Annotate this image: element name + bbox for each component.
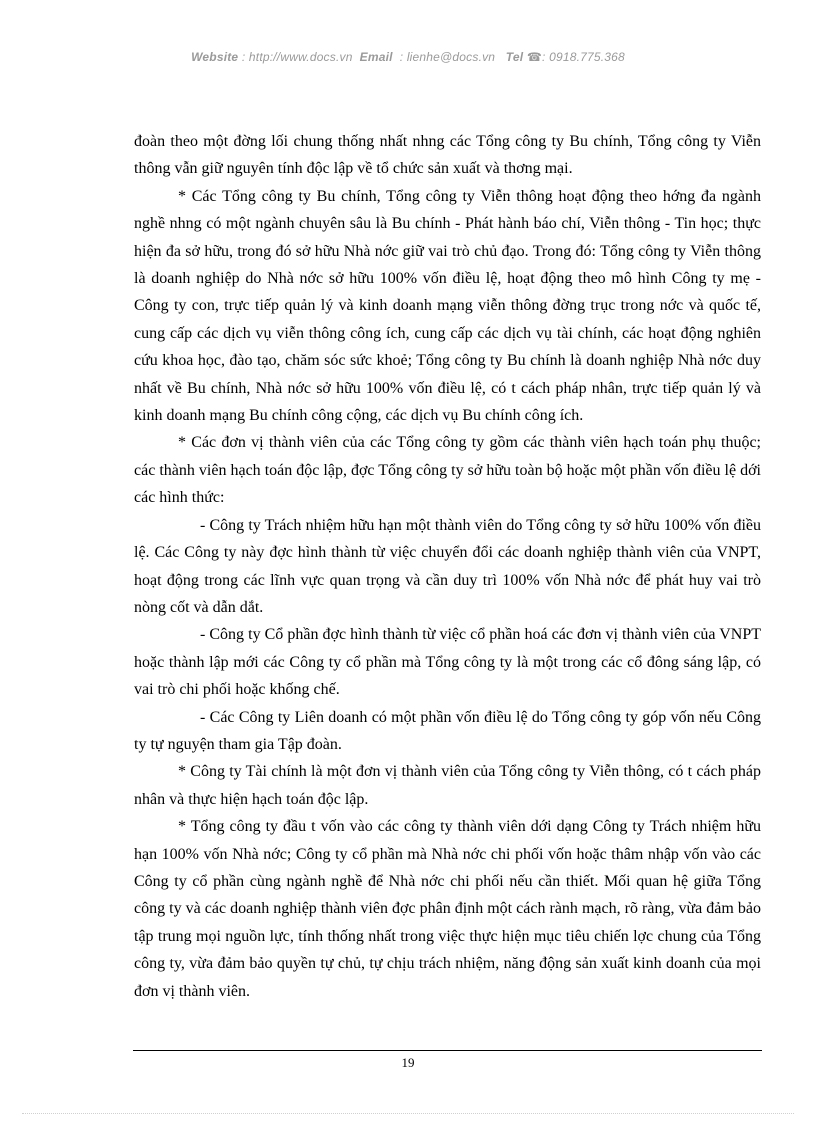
paragraph: * Các Tổng công ty Bu chính, Tổng công ty Viễn thông hoạt động theo hớng đa ngành nghề nhng có một ngành chuyên sâu là Bu chính - Phát hành báo chí, Viễn thông - Tin học; thực hiện đa sở hữu, trong đó sở hữu Nhà nớc giữ vai trò chủ đạo. Trong đó: Tổng công ty Viễn thông là doanh nghiệp do Nhà nớc sở hữu 100% vốn điều lệ, hoạt động theo mô hình Công ty mẹ - Công ty con, trực tiếp quản lý và kinh doanh mạng viễn thông đờng trục trong nớc và quốc tế, cung cấp các dịch vụ viễn thông công ích, cung cấp các dịch vụ tài chính, các hoạt động nghiên cứu khoa học, đào tạo, chăm sóc sức khoẻ; Tổng công ty Bu chính là doanh nghiệp Nhà nớc duy nhất về Bu chính, Nhà nớc sở hữu 100% vốn điều lệ, có t cách pháp nhân, trực tiếp quản lý và kinh doanh mạng Bu chính công cộng, các dịch vụ Bu chính công ích. [134, 187, 761, 425]
page-number: 19 [401, 1055, 415, 1070]
website-value[interactable]: : http://www.docs.vn [241, 50, 353, 64]
paragraph: * Các đơn vị thành viên của các Tổng công ty gồm các thành viên hạch toán phụ thuộc; các thành viên hạch toán độc lập, đợc Tổng công ty sở hữu toàn bộ hoặc một phần vốn điều lệ dới các hình thức: [134, 434, 761, 507]
email-label: Email [359, 50, 393, 64]
list-item: - Các Công ty Liên doanh có một phần vốn điều lệ do Tổng công ty góp vốn nếu Công ty tự nguyện tham gia Tập đoàn. [134, 708, 761, 753]
website-label: Website [191, 50, 239, 64]
tel-label: Tel [505, 50, 524, 64]
paragraph: * Công ty Tài chính là một đơn vị thành viên của Tổng công ty Viễn thông, có t cách pháp nhân và thực hiện hạch toán độc lập. [134, 763, 761, 808]
email-value[interactable]: : lienhe@docs.vn [399, 50, 496, 64]
phone-icon: ☎ [526, 50, 542, 64]
paragraph: * Tổng công ty đầu t vốn vào các công ty thành viên dới dạng Công ty Trách nhiệm hữu hạn 100% vốn Nhà nớc; Công ty cổ phần mà Nhà nớc chi phối vốn hoặc thâm nhập vốn vào các Công ty cổ phần cùng ngành nghề để Nhà nớc chi phối nếu cần thiết. Mối quan hệ giữa Tổng công ty và các doanh nghiệp thành viên đợc phân định một cách rành mạch, rõ ràng, vừa đảm bảo tập trung mọi nguồn lực, tính thống nhất trong việc thực hiện mục tiêu chiến lợc chung của Tổng công ty, vừa đảm bảo quyền tự chủ, tự chịu trách nhiệm, năng động sản xuất kinh doanh của mọi đơn vị thành viên. [134, 818, 761, 1000]
list-item: - Công ty Cổ phần đợc hình thành từ việc cổ phần hoá các đơn vị thành viên của VNPT hoặc thành lập mới các Công ty cổ phần mà Tổng công ty là một trong các cổ đông sáng lập, có vai trò chi phối hoặc khống chế. [134, 626, 761, 699]
footer-divider [133, 1050, 762, 1051]
list-item: - Công ty Trách nhiệm hữu hạn một thành viên do Tổng công ty sở hữu 100% vốn điều lệ. Các Công ty này đợc hình thành từ việc chuyển đổi các doanh nghiệp thành viên của VNPT, hoạt động trong các lĩnh vực quan trọng và cần duy trì 100% vốn Nhà nớc để phát huy vai trò nòng cốt và dẫn dắt. [134, 516, 761, 616]
page-header [0, 50, 816, 64]
paragraph-continuation: đoàn theo một đờng lối chung thống nhất nhng các Tổng công ty Bu chính, Tổng công ty Viễn thông vẫn giữ nguyên tính độc lập về tổ chức sản xuất và thơng mại. [134, 133, 761, 178]
page-bottom-border [22, 1113, 794, 1114]
tel-value: : 0918.775.368 [542, 50, 625, 64]
document-body [134, 128, 761, 1005]
